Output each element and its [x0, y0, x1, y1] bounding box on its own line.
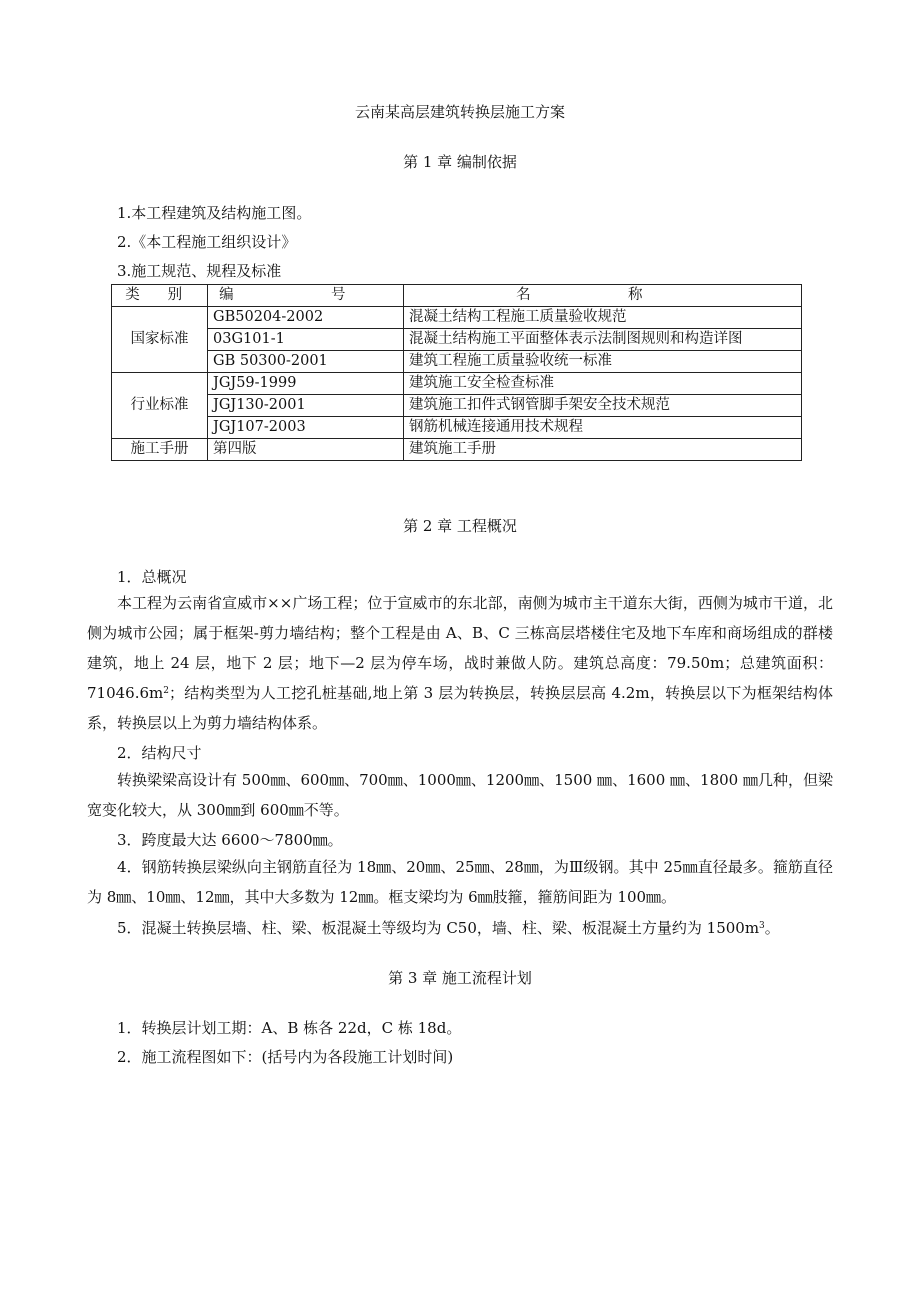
header-code: 编 号 [208, 285, 404, 307]
ch2-section-2-title: 2．结构尺寸 [117, 744, 202, 762]
ch3-item-1: 1．转换层计划工期：A、B 栋各 22d，C 栋 18d。 [117, 1019, 462, 1037]
category-cell: 施工手册 [112, 439, 208, 461]
code-cell: GB50204-2002 [208, 307, 404, 329]
ch2-section-3: 3．跨度最大达 6600～7800㎜。 [117, 831, 343, 849]
category-cell: 国家标准 [112, 307, 208, 373]
ch2-section-1-title: 1．总概况 [117, 568, 187, 586]
ch3-item-2: 2．施工流程图如下：(括号内为各段施工计划时间) [117, 1048, 454, 1066]
code-cell: JGJ59-1999 [208, 373, 404, 395]
ch2-section-5: 5．混凝土转换层墙、柱、梁、板混凝土等级均为 C50，墙、柱、梁、板混凝土方量约为 $1500m^3$。 [117, 919, 780, 937]
ch1-item-2: 2.《本工程施工组织设计》 [117, 233, 297, 251]
table-row [112, 351, 802, 373]
code-cell: 03G101-1 [208, 329, 404, 351]
name-cell: 建筑施工手册 [404, 439, 802, 461]
ch1-item-3: 3.施工规范、规程及标准 [117, 262, 282, 280]
name-cell: 混凝土结构施工平面整体表示法制图规则和构造详图 [404, 329, 802, 351]
superscript-2: 2 [163, 686, 169, 696]
chapter-3-heading: 第 3 章 施工流程计划 [388, 969, 532, 987]
header-category: 类 别 [112, 285, 208, 307]
table-header-row [112, 285, 802, 307]
header-name: 名 称 [404, 285, 802, 307]
chapter-2-heading: 第 2 章 工程概况 [403, 517, 517, 535]
name-cell: 建筑施工安全检查标准 [404, 373, 802, 395]
name-cell: 建筑施工扣件式钢管脚手架安全技术规范 [404, 395, 802, 417]
code-cell: 第四版 [208, 439, 404, 461]
document-title: 云南某高层建筑转换层施工方案 [354, 103, 565, 121]
code-cell: JGJ130-2001 [208, 395, 404, 417]
category-cell: 行业标准 [112, 373, 208, 439]
ch1-item-1: 1.本工程建筑及结构施工图。 [117, 204, 312, 222]
table-row [112, 417, 802, 439]
table-row [112, 329, 802, 351]
ch2-section-2-body: 转换梁梁高设计有 500㎜、600㎜、700㎜、1000㎜、1200㎜、1500 ㎜、1600 ㎜、1800 ㎜几种，但梁宽变化较大，从 300㎜到 600㎜不等。 [87, 771, 833, 819]
standards-table [111, 284, 802, 461]
table-row [112, 373, 802, 395]
name-cell: 建筑工程施工质量验收统一标准 [404, 351, 802, 373]
chapter-1-heading: 第 1 章 编制依据 [403, 153, 517, 171]
name-cell: 钢筋机械连接通用技术规程 [404, 417, 802, 439]
superscript-3: 3 [759, 921, 765, 931]
name-cell: 混凝土结构工程施工质量验收规范 [404, 307, 802, 329]
ch2-section-4: 4．钢筋转换层梁纵向主钢筋直径为 18㎜、20㎜、25㎜、28㎜，为Ⅲ级钢。其中 25㎜直径最多。箍筋直径为 8㎜、10㎜、12㎜，其中大多数为 12㎜。框支梁均为 6㎜肢箍，箍筋间距为 100㎜。 [87, 858, 833, 906]
code-cell: JGJ107-2003 [208, 417, 404, 439]
table-row [112, 439, 802, 461]
code-cell: GB 50300-2001 [208, 351, 404, 373]
table-row [112, 307, 802, 329]
table-row [112, 395, 802, 417]
ch2-section-1-body: 本工程为云南省宣威市××广场工程；位于宣威市的东北部，南侧为城市主干道东大街，西侧为城市干道，北侧为城市公园；属于框架-剪力墙结构；整个工程是由 A、B、C 三栋高层塔楼住宅及地下车库和商场组成的群楼建筑，地上 24 层，地下 2 层；地下—2 层为停车场，战时兼做人防。建筑总高度：79.50m；总建筑面积：$71046.6m^2$；结构类型为人工挖孔桩基础,地上第 3 层为转换层，转换层层高 4.2m，转换层以下为框架结构体系，转换层以上为剪力墙结构体系。 [87, 594, 833, 732]
